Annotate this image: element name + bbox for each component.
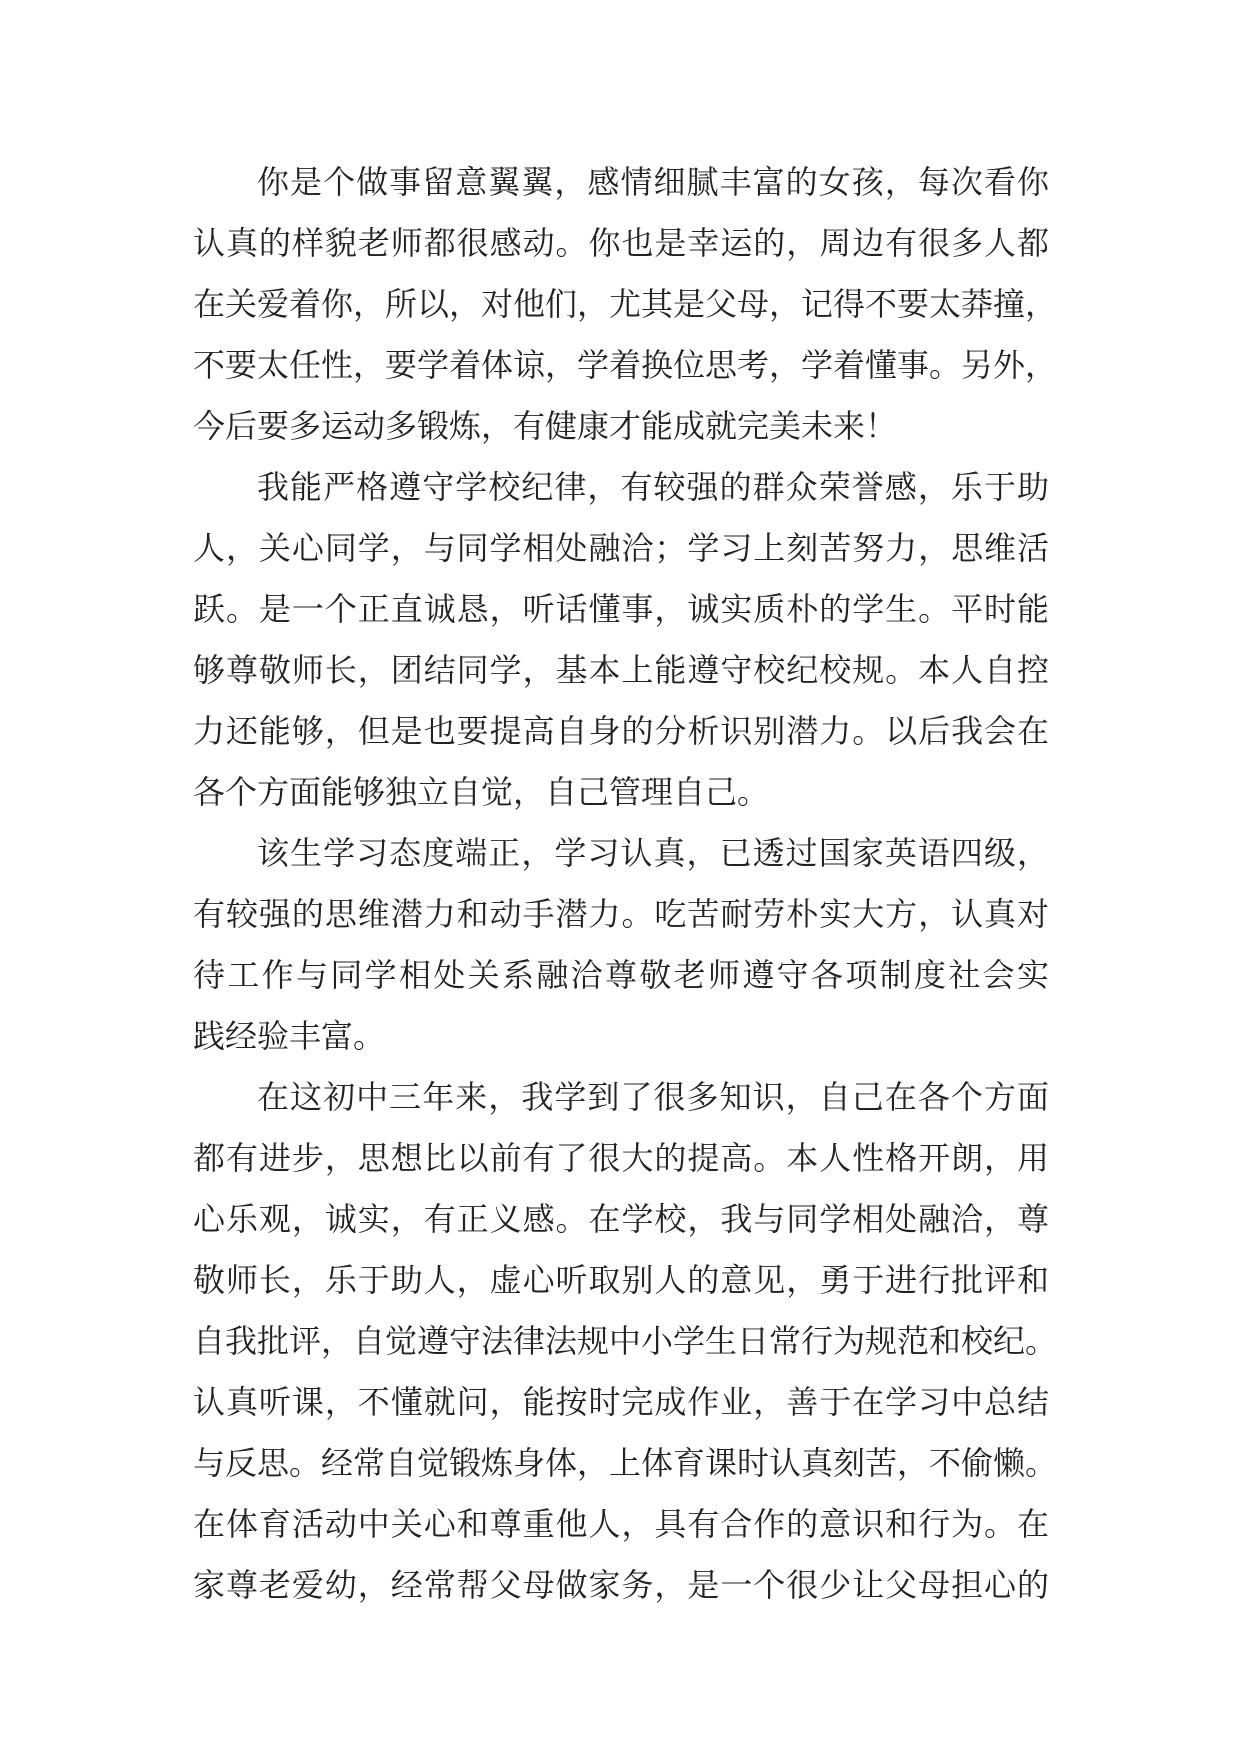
text-line: 在体育活动中关心和尊重他人，具有合作的意识和行为。在 bbox=[193, 1505, 1049, 1543]
text-line: 心乐观，诚实，有正义感。在学校，我与同学相处融洽，尊 bbox=[193, 1200, 1049, 1238]
paragraph-4 bbox=[193, 1067, 1058, 1616]
paragraph-3 bbox=[193, 823, 1049, 1067]
text-line: 我能严格遵守学校纪律，有较强的群众荣誉感，乐于助 bbox=[257, 468, 1049, 506]
text-line: 在关爱着你，所以，对他们，尤其是父母，记得不要太莽撞， bbox=[193, 285, 1058, 323]
text-line: 该生学习态度端正，学习认真，已透过国家英语四级， bbox=[257, 834, 1049, 872]
text-line: 今后要多运动多锻炼，有健康才能成就完美未来！ bbox=[193, 407, 898, 445]
document-body bbox=[193, 152, 1058, 1616]
text-line: 在这初中三年来，我学到了很多知识，自己在各个方面 bbox=[257, 1078, 1049, 1116]
text-line: 力还能够，但是也要提高自身的分析识别潜力。以后我会在 bbox=[193, 712, 1049, 750]
paragraph-1 bbox=[193, 152, 1058, 457]
text-line: 人，关心同学，与同学相处融洽；学习上刻苦努力，思维活 bbox=[193, 529, 1049, 567]
text-line: 不要太任性，要学着体谅，学着换位思考，学着懂事。另外， bbox=[193, 346, 1058, 384]
text-line: 自我批评，自觉遵守法律法规中小学生日常行为规范和校纪。 bbox=[193, 1322, 1058, 1360]
text-line: 够尊敬师长，团结同学，基本上能遵守校纪校规。本人自控 bbox=[193, 651, 1049, 689]
text-line: 认真的样貌老师都很感动。你也是幸运的，周边有很多人都 bbox=[193, 224, 1049, 262]
text-line: 你是个做事留意翼翼，感情细腻丰富的女孩，每次看你 bbox=[257, 163, 1049, 201]
text-line: 敬师长，乐于助人，虚心听取别人的意见，勇于进行批评和 bbox=[193, 1261, 1049, 1299]
paragraph-2 bbox=[193, 457, 1049, 823]
text-line: 跃。是一个正直诚恳，听话懂事，诚实质朴的学生。平时能 bbox=[193, 590, 1049, 628]
text-line: 都有进步，思想比以前有了很大的提高。本人性格开朗，用 bbox=[193, 1139, 1049, 1177]
text-line: 与反思。经常自觉锻炼身体，上体育课时认真刻苦，不偷懒。 bbox=[193, 1444, 1058, 1482]
text-line: 有较强的思维潜力和动手潜力。吃苦耐劳朴实大方，认真对 bbox=[193, 895, 1049, 933]
text-line: 待工作与同学相处关系融洽尊敬老师遵守各项制度社会实 bbox=[193, 956, 1049, 994]
text-line: 家尊老爱幼，经常帮父母做家务，是一个很少让父母担心的 bbox=[193, 1566, 1049, 1604]
text-line: 认真听课，不懂就问，能按时完成作业，善于在学习中总结 bbox=[193, 1383, 1049, 1421]
text-line: 践经验丰富。 bbox=[193, 1017, 386, 1055]
text-line: 各个方面能够独立自觉，自己管理自己。 bbox=[193, 773, 770, 811]
